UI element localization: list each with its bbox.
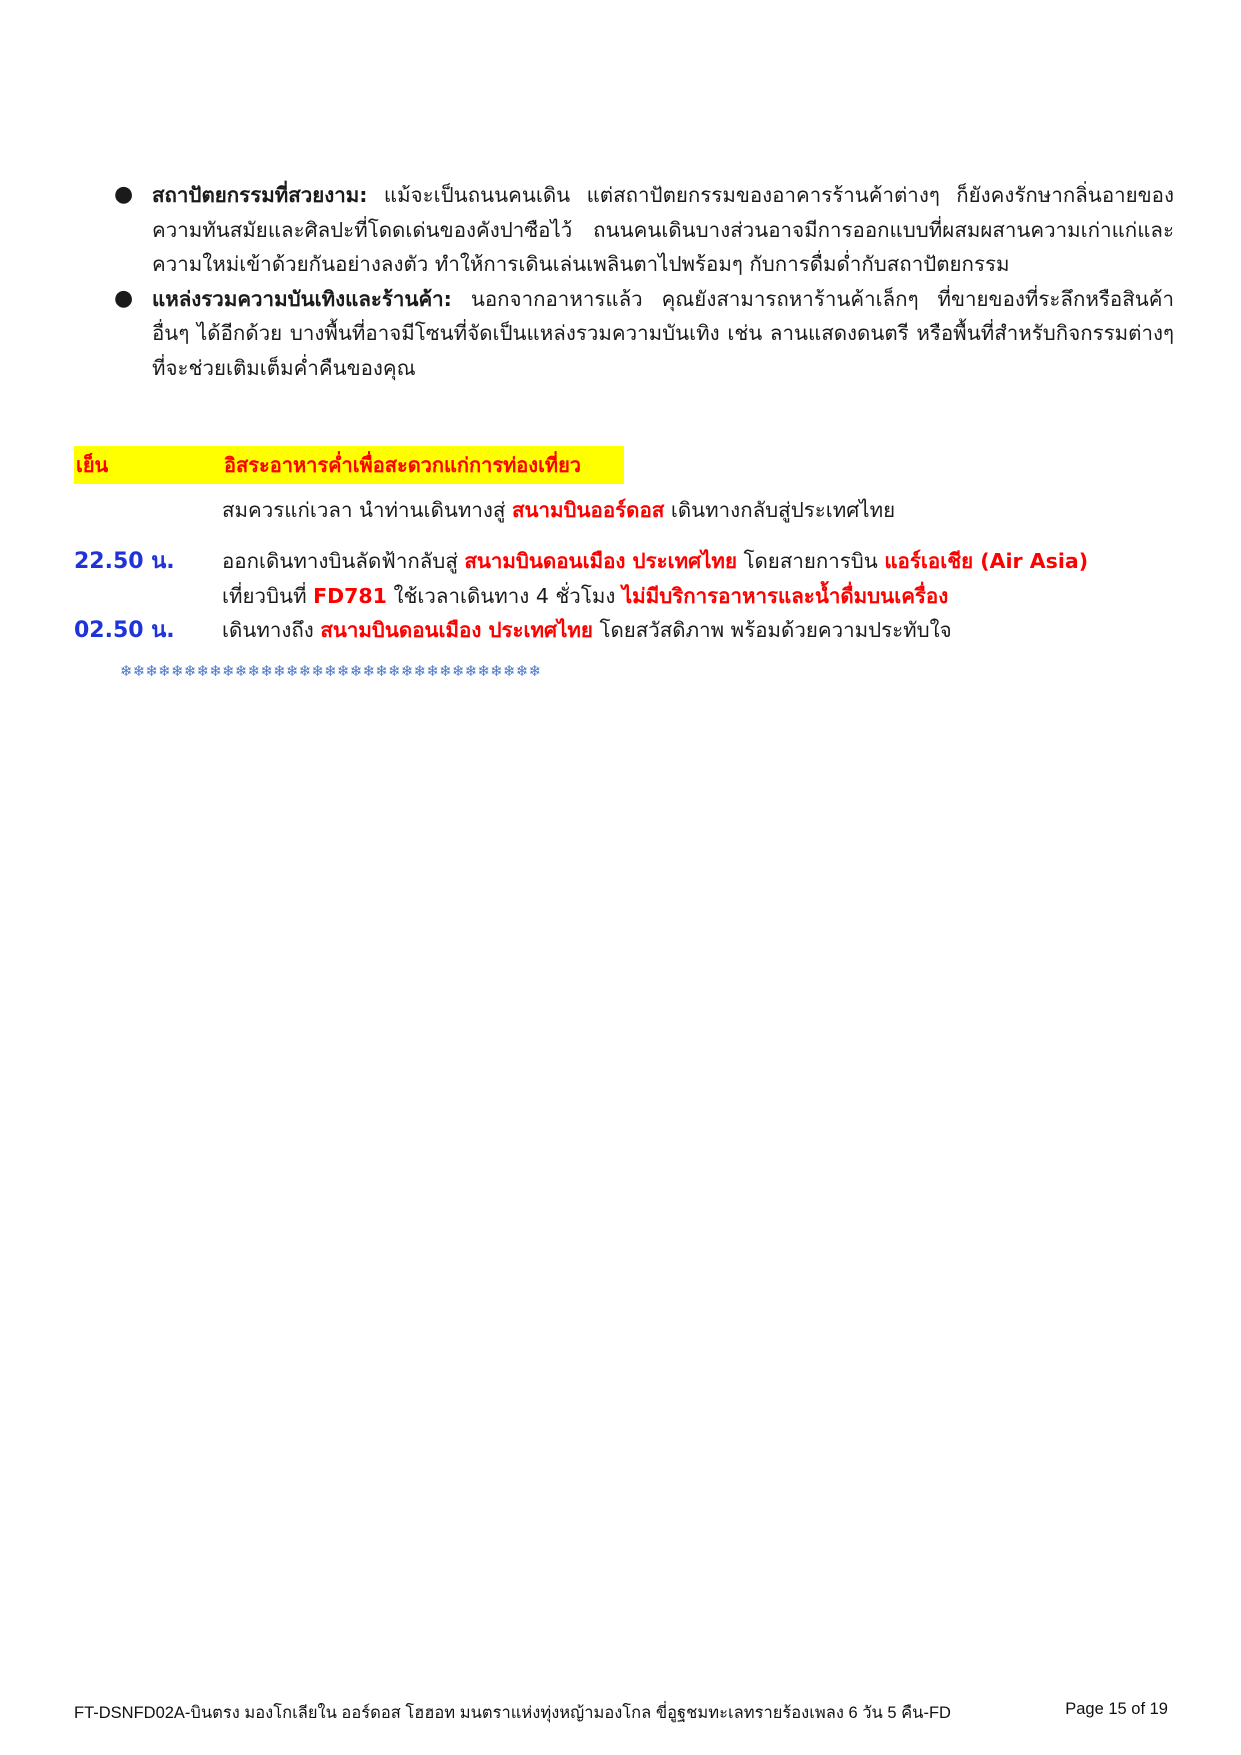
highlights-list	[108, 178, 1174, 385]
flight-line	[222, 580, 948, 613]
transfer-pre: สมควรแก่เวลา นำท่านเดินทางสู่	[222, 498, 512, 522]
no-meal-note: ไม่มีบริการอาหารและน้ำดื่มบนเครื่อง	[621, 584, 949, 608]
departure-pre: ออกเดินทางบินลัดฟ้ากลับสู่	[222, 549, 465, 573]
page-number: Page 15 of 19	[1065, 1700, 1168, 1718]
snowflake-divider: ❄❄❄❄❄❄❄❄❄❄❄❄❄❄❄❄❄❄❄❄❄❄❄❄❄❄❄❄❄❄❄❄❄	[120, 662, 542, 680]
list-item	[108, 178, 1174, 282]
arrival-line	[222, 614, 952, 647]
bullet-icon: ●	[114, 285, 134, 311]
bullet-heading: สถาปัตยกรรมที่สวยงาม:	[152, 183, 368, 207]
bullet-text: แม้จะเป็นถนนคนเดิน แต่สถาปัตยกรรมของอาคารร้านค้าต่างๆ ก็ยังคงรักษากลิ่นอายของความทันสมัยและศิลปะที่โดดเด่นของคังปาซือไว้ ถนนคนเดินบางส่วนอาจมีการออกแบบที่ผสมผสานความเก่าแก่และความใหม่เข้าด้วยกันอย่างลงตัว ทำให้การเดินเล่นเพลินตาไปพร้อมๆ กับการดื่มด่ำกับสถาปัตยกรรม	[152, 183, 1174, 276]
departure-line	[222, 545, 1088, 578]
flight-pre: เที่ยวบินที่	[222, 584, 314, 608]
bullet-heading: แหล่งรวมความบันเทิงและร้านค้า:	[152, 286, 452, 311]
dinner-label: เย็น	[76, 453, 109, 477]
departure-airline: แอร์เอเชีย (Air Asia)	[884, 549, 1089, 573]
bullet-text: นอกจากอาหารแล้ว คุณยังสามารถหาร้านค้าเล็กๆ ที่ขายของที่ระลึกหรือสินค้าอื่นๆ ได้อีกด้วย บางพื้นที่อาจมีโซนที่จัดเป็นแหล่งรวมความบันเทิง เช่น ลานแสดงดนตรี หรือพื้นที่สำหรับกิจกรรมต่างๆ ที่จะช่วยเติมเต็มค่ำคืนของคุณ	[152, 286, 1174, 380]
bullet-icon: ●	[114, 182, 134, 207]
footer-code: FT-DSNFD02A-บินตรง มองโกเลียใน ออร์ดอส โฮฮอท มนตราแห่งทุ่งหญ้ามองโกล ขี่อูฐชมทะเลทรายร้องเพลง 6 วัน 5 คืน-FD	[74, 1704, 951, 1722]
page-footer	[74, 1700, 1168, 1726]
departure-time: 22.50 น.	[74, 549, 175, 574]
list-item	[108, 282, 1174, 386]
arrival-pre: เดินทางถึง	[222, 618, 321, 642]
transfer-post: เดินทางกลับสู่ประเทศไทย	[664, 498, 896, 522]
flight-duration: ใช้เวลาเดินทาง 4 ชั่วโมง	[386, 584, 622, 608]
arrival-time: 02.50 น.	[74, 618, 175, 643]
arrival-post: โดยสวัสดิภาพ พร้อมด้วยความประทับใจ	[592, 618, 952, 642]
departure-mid: โดยสายการบิน	[736, 549, 885, 573]
flight-number: FD781	[313, 584, 387, 608]
arrival-dest: สนามบินดอนเมือง ประเทศไทย	[320, 618, 593, 642]
dinner-text: อิสระอาหารค่ำเพื่อสะดวกแก่การท่องเที่ยว	[224, 453, 582, 477]
transfer-line	[222, 494, 895, 527]
departure-dest: สนามบินดอนเมือง ประเทศไทย	[464, 549, 737, 573]
transfer-airport: สนามบินออร์ดอส	[511, 498, 665, 522]
dinner-row	[74, 446, 624, 484]
